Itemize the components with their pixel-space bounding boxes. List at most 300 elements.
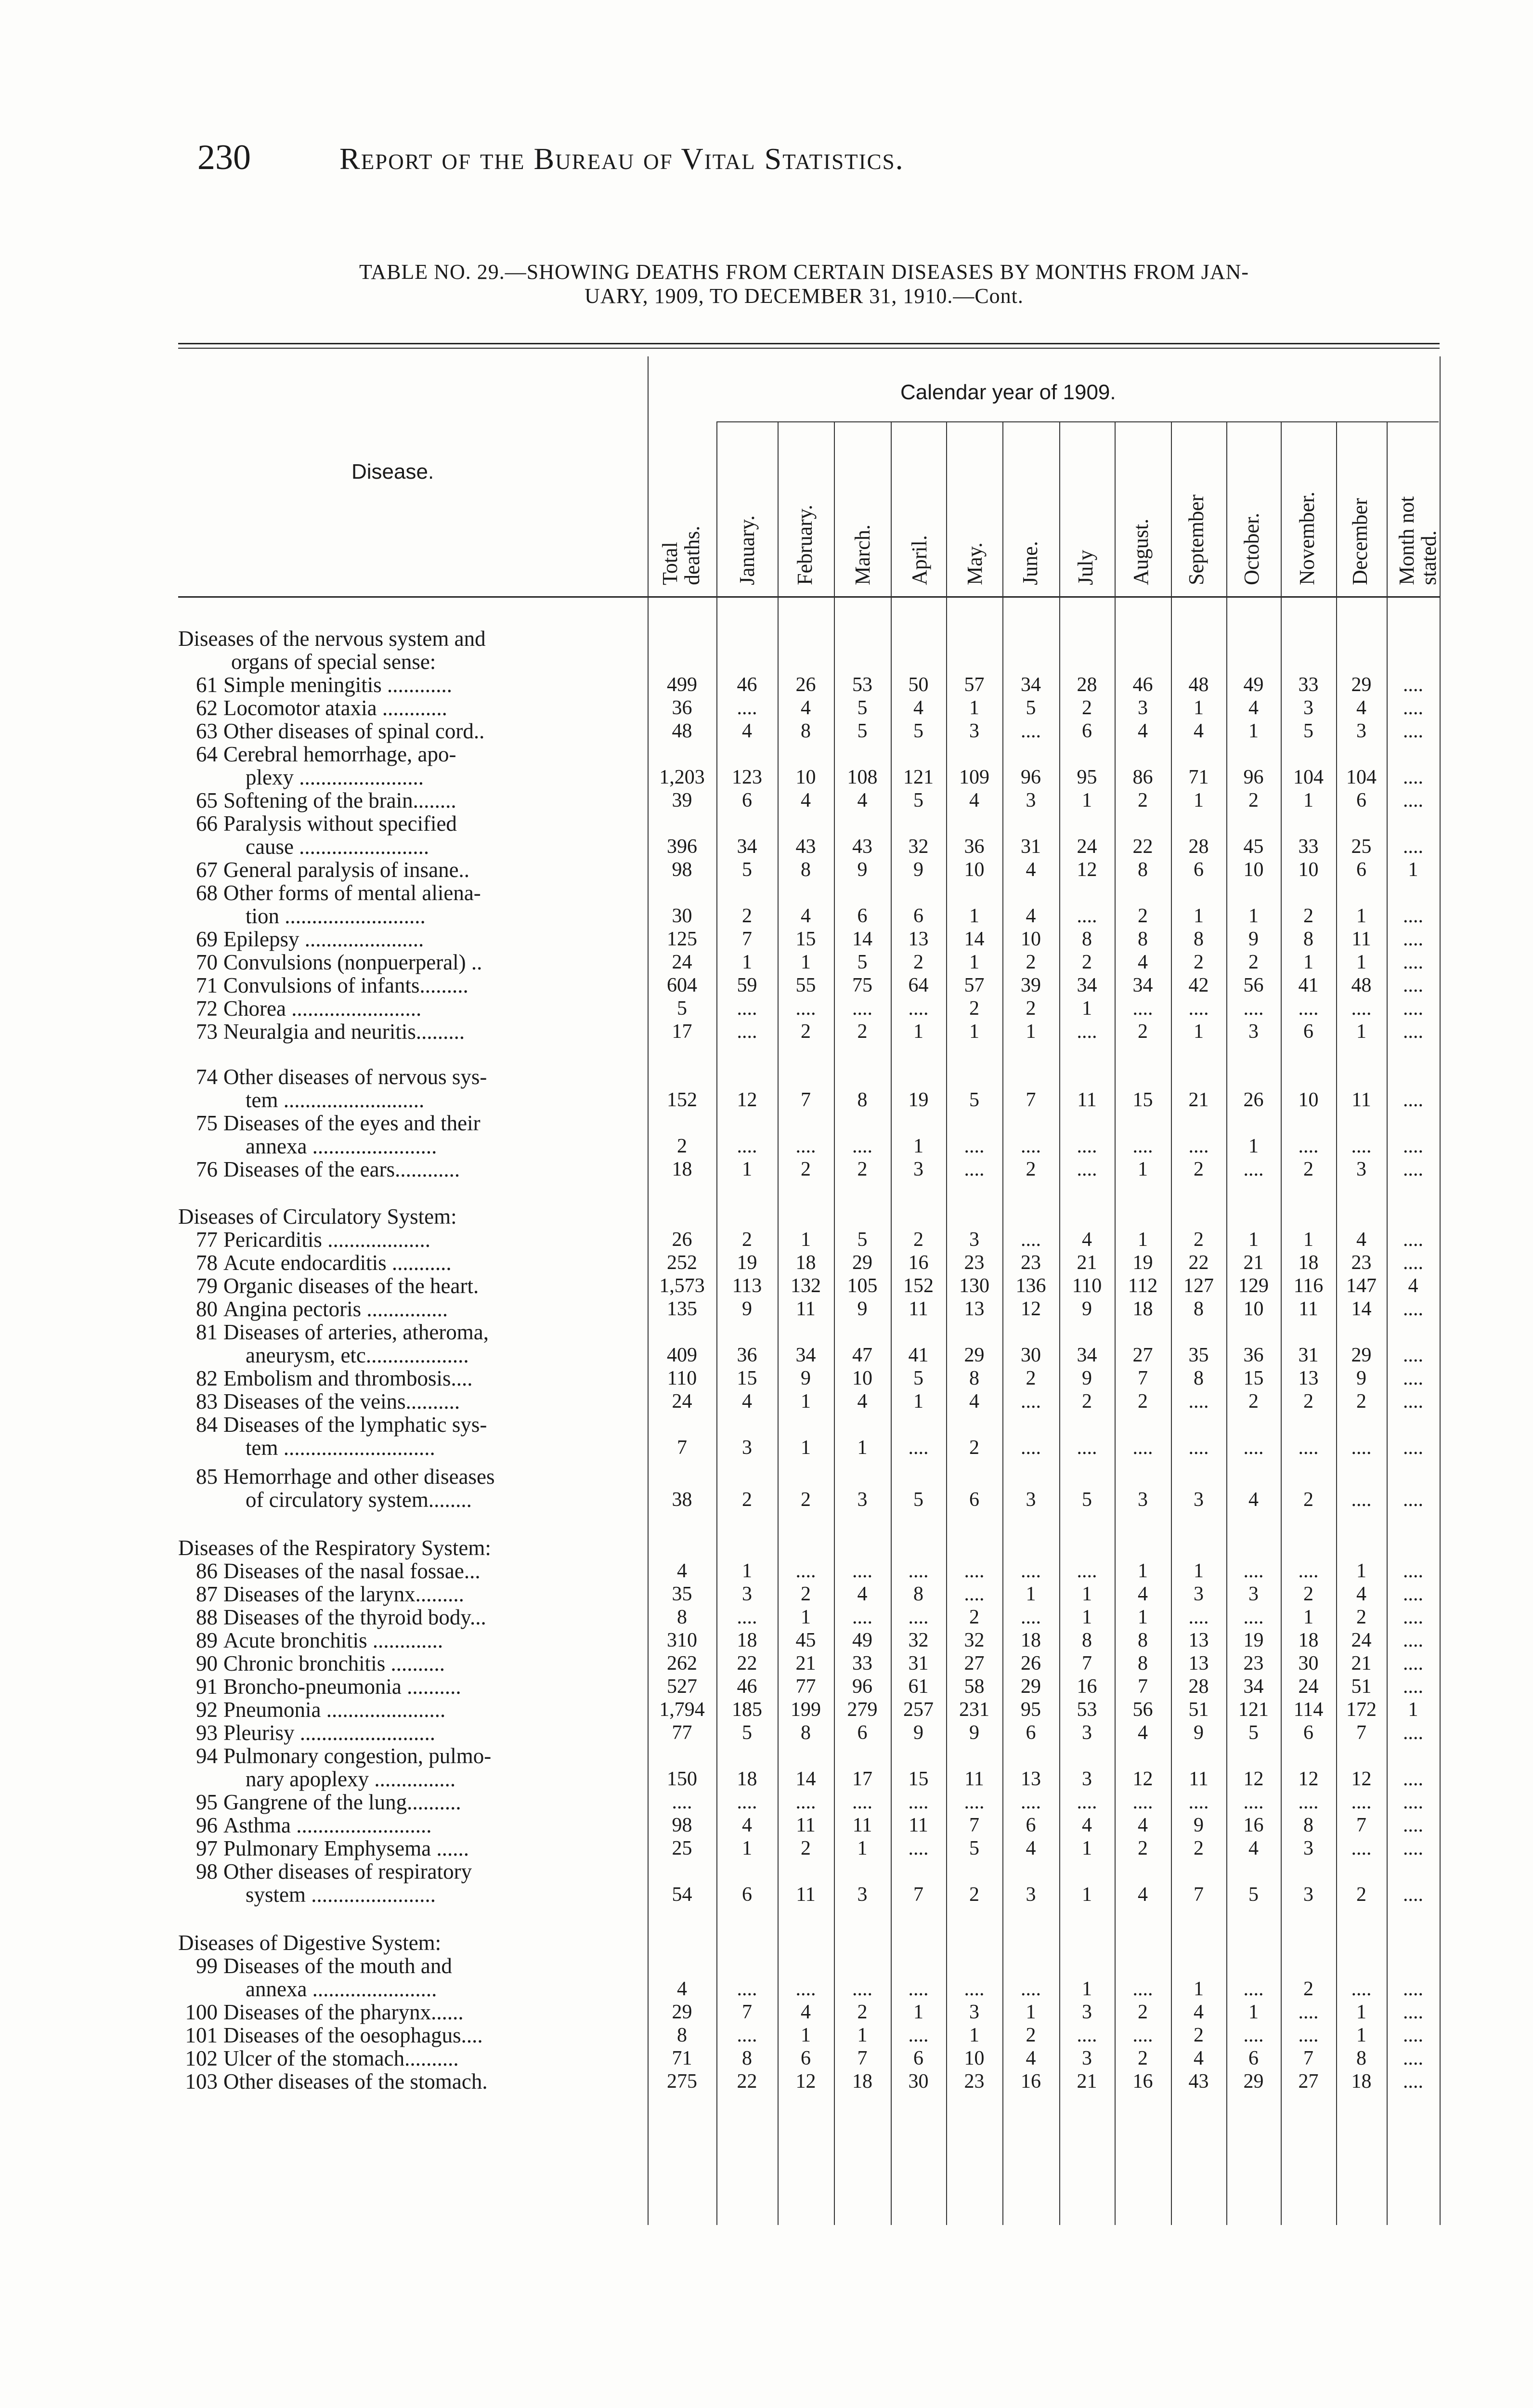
table-cell: .... bbox=[1403, 1489, 1423, 1511]
table-cell: 86 bbox=[1132, 766, 1153, 788]
table-cell: 4 bbox=[742, 1390, 752, 1413]
table-cell: 8 bbox=[801, 720, 811, 742]
table-cell: 257 bbox=[903, 1699, 934, 1721]
table-cell: .... bbox=[1403, 1791, 1423, 1813]
table-cell: 29 bbox=[1021, 1675, 1041, 1698]
table-cell: .... bbox=[1132, 1978, 1153, 2000]
table-cell: 71 bbox=[1188, 766, 1209, 788]
table-cell: 35 bbox=[1188, 1344, 1209, 1366]
table-cell: 32 bbox=[964, 1629, 985, 1651]
disease-name: Softening of the brain........ bbox=[223, 788, 456, 812]
table-cell: 77 bbox=[795, 1675, 816, 1698]
table-cell: 3 bbox=[742, 1583, 752, 1605]
disease-label bbox=[183, 927, 638, 952]
table-cell: 409 bbox=[667, 1344, 697, 1366]
table-cell: 2 bbox=[801, 1489, 811, 1511]
disease-name: Cerebral hemorrhage, apo- bbox=[223, 742, 456, 766]
table-cell: 1 bbox=[1138, 1158, 1148, 1180]
disease-label bbox=[183, 973, 638, 998]
table-cell: 2 bbox=[1138, 1390, 1148, 1413]
table-cell: 121 bbox=[1238, 1699, 1269, 1721]
table-cell: .... bbox=[795, 1791, 816, 1813]
disease-label bbox=[183, 1343, 638, 1368]
table-cell: 3 bbox=[1026, 1884, 1036, 1906]
table-cell: 34 bbox=[1243, 1675, 1264, 1698]
table-cell: .... bbox=[1077, 1791, 1097, 1813]
table-cell: 9 bbox=[913, 1722, 923, 1744]
table-cell: .... bbox=[1132, 997, 1153, 1020]
table-cell: 2 bbox=[801, 1837, 811, 1859]
table-cell: .... bbox=[1403, 1884, 1423, 1906]
table-cell: 5 bbox=[913, 789, 923, 811]
table-cell: 29 bbox=[1243, 2070, 1264, 2093]
disease-name: annexa ....................... bbox=[246, 1134, 437, 1158]
table-cell: .... bbox=[852, 1560, 872, 1582]
table-cell: 2 bbox=[1026, 1158, 1036, 1180]
table-cell: .... bbox=[964, 1791, 985, 1813]
table-cell: 4 bbox=[1194, 2001, 1204, 2023]
disease-number: 71 bbox=[196, 973, 218, 997]
table-cell: 98 bbox=[672, 1814, 692, 1836]
table-cell: 27 bbox=[964, 1652, 985, 1675]
table-cell: 29 bbox=[672, 2001, 692, 2023]
table-cell: 3 bbox=[1303, 1837, 1313, 1859]
disease-label bbox=[183, 719, 638, 744]
table-cell: 125 bbox=[667, 928, 697, 950]
table-cell: 19 bbox=[908, 1089, 929, 1111]
disease-name: Diseases of Circulatory System: bbox=[178, 1204, 457, 1229]
table-cell: 3 bbox=[857, 1884, 868, 1906]
disease-number: 91 bbox=[196, 1675, 218, 1699]
table-cell: 21 bbox=[1243, 1252, 1264, 1274]
disease-name: Convulsions of infants......... bbox=[223, 973, 468, 997]
table-cell: 15 bbox=[795, 928, 816, 950]
table-cell: 8 bbox=[1138, 1629, 1148, 1651]
table-cell: .... bbox=[1298, 1437, 1319, 1459]
table-cell: 105 bbox=[847, 1275, 878, 1297]
disease-label bbox=[183, 1767, 638, 1792]
table-cell: .... bbox=[1243, 1606, 1264, 1628]
table-cell: 12 bbox=[737, 1089, 757, 1111]
table-cell: 2 bbox=[801, 1021, 811, 1043]
table-cell: 3 bbox=[969, 720, 979, 742]
table-cell: 6 bbox=[1026, 1814, 1036, 1836]
running-title: Report of the Bureau of Vital Statistics. bbox=[339, 142, 904, 176]
table-cell: .... bbox=[737, 1791, 757, 1813]
table-cell: 23 bbox=[964, 1252, 985, 1274]
table-cell: .... bbox=[1351, 1978, 1372, 2000]
table-cell: 46 bbox=[737, 674, 757, 696]
table-cell: 18 bbox=[795, 1252, 816, 1274]
table-cell: 30 bbox=[672, 905, 692, 927]
table-cell: .... bbox=[964, 1135, 985, 1157]
table-cell: 43 bbox=[795, 836, 816, 858]
table-cell: 17 bbox=[672, 1021, 692, 1043]
disease-name: Pericarditis ................... bbox=[223, 1228, 430, 1252]
calendar-year-header: Calendar year of 1909. bbox=[900, 380, 1116, 404]
table-cell: 33 bbox=[852, 1652, 872, 1675]
disease-name: Asthma ......................... bbox=[223, 1813, 432, 1837]
table-cell: 22 bbox=[1188, 1252, 1209, 1274]
table-cell: 4 bbox=[1138, 720, 1148, 742]
table-cell: 199 bbox=[791, 1699, 821, 1721]
table-cell: 6 bbox=[857, 1722, 868, 1744]
table-cell: 279 bbox=[847, 1699, 878, 1721]
table-cell: 4 bbox=[857, 1390, 868, 1413]
table-cell: 14 bbox=[795, 1768, 816, 1790]
table-cell: 1 bbox=[1248, 720, 1259, 742]
table-cell: 3 bbox=[1248, 1583, 1259, 1605]
table-cell: 2 bbox=[969, 997, 979, 1020]
table-cell: 3 bbox=[1138, 1489, 1148, 1511]
disease-number: 97 bbox=[196, 1836, 218, 1860]
table-cell: 55 bbox=[795, 974, 816, 996]
disease-name: organs of special sense: bbox=[231, 650, 436, 674]
table-cell: 1 bbox=[1248, 1229, 1259, 1251]
table-cell: 152 bbox=[903, 1275, 934, 1297]
table-cell: 26 bbox=[795, 674, 816, 696]
table-cell: .... bbox=[1403, 905, 1423, 927]
disease-label bbox=[183, 1720, 638, 1745]
table-cell: 18 bbox=[1351, 2070, 1372, 2093]
table-cell: 2 bbox=[1082, 951, 1092, 973]
table-cell: 108 bbox=[847, 766, 878, 788]
disease-name: Paralysis without specified bbox=[223, 811, 457, 836]
table-cell: 30 bbox=[908, 2070, 929, 2093]
table-cell: 17 bbox=[852, 1768, 872, 1790]
table-cell: 1 bbox=[1194, 697, 1204, 719]
table-cell: 3 bbox=[1082, 1768, 1092, 1790]
disease-label bbox=[183, 2046, 638, 2071]
disease-name: Neuralgia and neuritis......... bbox=[223, 1020, 465, 1044]
disease-name: aneurysm, etc................... bbox=[246, 1343, 469, 1367]
table-cell: .... bbox=[964, 1560, 985, 1582]
table-cell: 2 bbox=[801, 1583, 811, 1605]
table-cell: 49 bbox=[1243, 674, 1264, 696]
disease-number: 66 bbox=[196, 811, 218, 836]
table-cell: 252 bbox=[667, 1252, 697, 1274]
disease-name: Other diseases of the stomach. bbox=[223, 2069, 488, 2094]
table-cell: 8 bbox=[677, 1606, 687, 1628]
table-cell: 42 bbox=[1188, 974, 1209, 996]
table-cell: 150 bbox=[667, 1768, 697, 1790]
table-cell: .... bbox=[1077, 1021, 1097, 1043]
table-cell: .... bbox=[1403, 1583, 1423, 1605]
table-cell: 231 bbox=[959, 1699, 989, 1721]
table-cell: 6 bbox=[857, 905, 868, 927]
table-cell: 121 bbox=[903, 766, 934, 788]
table-cell: 123 bbox=[732, 766, 762, 788]
table-cell: .... bbox=[852, 997, 872, 1020]
table-cell: 5 bbox=[742, 1722, 752, 1744]
disease-label bbox=[183, 672, 638, 697]
table-cell: 41 bbox=[1298, 974, 1319, 996]
table-cell: 12 bbox=[1132, 1768, 1153, 1790]
table-cell: 43 bbox=[1188, 2070, 1209, 2093]
table-cell: 75 bbox=[852, 974, 872, 996]
table-cell: .... bbox=[1351, 997, 1372, 1020]
table-cell: .... bbox=[1298, 997, 1319, 1020]
table-cell: 29 bbox=[852, 1252, 872, 1274]
table-cell: 30 bbox=[1021, 1344, 1041, 1366]
table-cell: 110 bbox=[1072, 1275, 1102, 1297]
table-cell: 34 bbox=[1077, 1344, 1097, 1366]
disease-name: Acute bronchitis ............. bbox=[223, 1628, 443, 1652]
table-cell: 21 bbox=[1351, 1652, 1372, 1675]
table-cell: 13 bbox=[908, 928, 929, 950]
disease-number: 61 bbox=[196, 673, 218, 697]
disease-number: 76 bbox=[196, 1157, 218, 1181]
table-cell: 1 bbox=[1194, 1978, 1204, 2000]
disease-name: nary apoplexy ............... bbox=[246, 1767, 456, 1791]
table-cell: 4 bbox=[1138, 1884, 1148, 1906]
table-cell: 1 bbox=[1082, 1583, 1092, 1605]
disease-number: 70 bbox=[196, 950, 218, 974]
table-cell: 1 bbox=[1356, 2001, 1366, 2023]
table-cell: 1 bbox=[1248, 905, 1259, 927]
table-cell: 5 bbox=[913, 720, 923, 742]
table-cell: 34 bbox=[737, 836, 757, 858]
table-cell: 113 bbox=[732, 1275, 762, 1297]
table-cell: 21 bbox=[1077, 2070, 1097, 2093]
table-cell: .... bbox=[1403, 1814, 1423, 1836]
table-cell: 1 bbox=[913, 1390, 923, 1413]
table-cell: .... bbox=[737, 2024, 757, 2046]
table-cell: 24 bbox=[672, 1390, 692, 1413]
table-cell: 5 bbox=[742, 859, 752, 881]
disease-name: Diseases of the oesophagus.... bbox=[223, 2023, 483, 2047]
table-cell: .... bbox=[1403, 1560, 1423, 1582]
table-cell: 7 bbox=[1356, 1722, 1366, 1744]
disease-number: 92 bbox=[196, 1698, 218, 1722]
table-cell: 2 bbox=[1138, 2001, 1148, 2023]
table-cell: 10 bbox=[1243, 859, 1264, 881]
disease-name: Other forms of mental aliena- bbox=[223, 881, 481, 905]
table-cell: 3 bbox=[1303, 1884, 1313, 1906]
table-cell: 6 bbox=[1248, 2047, 1259, 2069]
table-row bbox=[0, 2069, 1533, 2096]
table-cell: 25 bbox=[1351, 836, 1372, 858]
table-cell: .... bbox=[1403, 928, 1423, 950]
table-cell: 7 bbox=[742, 2001, 752, 2023]
table-cell: 57 bbox=[964, 974, 985, 996]
disease-number: 77 bbox=[196, 1228, 218, 1252]
table-cell: 3 bbox=[1026, 1489, 1036, 1511]
table-cell: 109 bbox=[959, 766, 989, 788]
table-cell: 18 bbox=[737, 1768, 757, 1790]
table-cell: 31 bbox=[1021, 836, 1041, 858]
table-cell: 1 bbox=[1138, 1606, 1148, 1628]
table-cell: 11 bbox=[1351, 1089, 1371, 1111]
table-cell: 11 bbox=[1299, 1298, 1318, 1320]
table-cell: 3 bbox=[1026, 789, 1036, 811]
table-cell: 6 bbox=[1194, 859, 1204, 881]
table-cell: .... bbox=[1403, 789, 1423, 811]
table-cell: .... bbox=[1188, 1437, 1209, 1459]
table-cell: 96 bbox=[1021, 766, 1041, 788]
table-cell: 22 bbox=[1132, 836, 1153, 858]
table-cell: 6 bbox=[801, 2047, 811, 2069]
disease-number: 63 bbox=[196, 719, 218, 743]
table-cell: 4 bbox=[677, 1560, 687, 1582]
table-cell: .... bbox=[1403, 1367, 1423, 1389]
table-cell: 10 bbox=[1243, 1298, 1264, 1320]
disease-number: 96 bbox=[196, 1813, 218, 1837]
table-cell: 4 bbox=[1194, 720, 1204, 742]
table-cell: 4 bbox=[1138, 1722, 1148, 1744]
table-cell: .... bbox=[1351, 1489, 1372, 1511]
table-cell: 12 bbox=[795, 2070, 816, 2093]
disease-label bbox=[183, 1836, 638, 1861]
table-cell: .... bbox=[1243, 1560, 1264, 1582]
disease-name: annexa ....................... bbox=[246, 1977, 437, 2001]
table-cell: 2 bbox=[1356, 1884, 1366, 1906]
disease-label bbox=[183, 1582, 638, 1607]
table-cell: 58 bbox=[964, 1675, 985, 1698]
table-cell: 47 bbox=[852, 1344, 872, 1366]
table-cell: 7 bbox=[677, 1437, 687, 1459]
table-cell: 1 bbox=[1082, 997, 1092, 1020]
table-cell: 34 bbox=[795, 1344, 816, 1366]
table-cell: 5 bbox=[913, 1489, 923, 1511]
disease-name: Chorea ........................ bbox=[223, 996, 422, 1021]
table-cell: .... bbox=[1403, 2047, 1423, 2069]
table-cell: .... bbox=[737, 1135, 757, 1157]
table-cell: 4 bbox=[1026, 1837, 1036, 1859]
table-cell: 2 bbox=[1303, 1978, 1313, 2000]
disease-number: 89 bbox=[196, 1628, 218, 1652]
table-cell: .... bbox=[737, 1606, 757, 1628]
table-cell: 16 bbox=[1077, 1675, 1097, 1698]
table-cell: 61 bbox=[908, 1675, 929, 1698]
table-cell: 7 bbox=[801, 1089, 811, 1111]
disease-name: Chronic bronchitis .......... bbox=[223, 1651, 445, 1675]
disease-number: 79 bbox=[196, 1274, 218, 1298]
table-cell: 8 bbox=[1303, 1814, 1313, 1836]
disease-number: 90 bbox=[196, 1651, 218, 1675]
table-cell: 15 bbox=[1243, 1367, 1264, 1389]
table-cell: 9 bbox=[1356, 1367, 1366, 1389]
table-cell: 19 bbox=[1243, 1629, 1264, 1651]
table-cell: 53 bbox=[852, 674, 872, 696]
disease-name: Pulmonary congestion, pulmo- bbox=[223, 1744, 492, 1768]
table-cell: 18 bbox=[1021, 1629, 1041, 1651]
table-cell: 51 bbox=[1351, 1675, 1372, 1698]
table-cell: 4 bbox=[1194, 2047, 1204, 2069]
table-cell: 1 bbox=[969, 1021, 979, 1043]
table-cell: 8 bbox=[1138, 928, 1148, 950]
disease-number: 74 bbox=[196, 1065, 218, 1089]
disease-number: 64 bbox=[196, 742, 218, 766]
table-cell: 1 bbox=[1082, 1978, 1092, 2000]
table-cell: 1 bbox=[1194, 789, 1204, 811]
table-cell: 18 bbox=[672, 1158, 692, 1180]
table-cell: 2 bbox=[1303, 1489, 1313, 1511]
table-cell: 1 bbox=[801, 2024, 811, 2046]
disease-number: 84 bbox=[196, 1413, 218, 1437]
disease-number: 103 bbox=[185, 2069, 218, 2094]
table-cell: 2 bbox=[1248, 1390, 1259, 1413]
disease-name: Angina pectoris ............... bbox=[223, 1297, 448, 1321]
table-cell: 1 bbox=[857, 1437, 868, 1459]
table-cell: .... bbox=[1188, 1791, 1209, 1813]
table-cell: 16 bbox=[1132, 2070, 1153, 2093]
table-cell: 23 bbox=[1243, 1652, 1264, 1675]
disease-name: Simple meningitis ............ bbox=[223, 673, 453, 697]
disease-name: tem .......................... bbox=[246, 1088, 425, 1112]
disease-label bbox=[183, 1605, 638, 1630]
table-cell: .... bbox=[1403, 2024, 1423, 2046]
table-cell: 2 bbox=[801, 1158, 811, 1180]
page-header bbox=[197, 137, 904, 178]
disease-name: Ulcer of the stomach.......... bbox=[223, 2046, 459, 2070]
disease-name: Diseases of the veins.......... bbox=[223, 1389, 460, 1413]
table-cell: 1 bbox=[1248, 1135, 1259, 1157]
table-cell: 1 bbox=[857, 1837, 868, 1859]
table-cell: .... bbox=[1243, 1978, 1264, 2000]
disease-name: Other diseases of nervous sys- bbox=[223, 1065, 487, 1089]
disease-number: 68 bbox=[196, 881, 218, 905]
disease-name: Pulmonary Emphysema ...... bbox=[223, 1836, 469, 1860]
table-cell: 10 bbox=[1298, 1089, 1319, 1111]
table-cell: .... bbox=[1077, 1135, 1097, 1157]
table-cell: 10 bbox=[1298, 859, 1319, 881]
table-cell: 24 bbox=[1077, 836, 1097, 858]
table-cell: 41 bbox=[908, 1344, 929, 1366]
disease-number: 95 bbox=[196, 1790, 218, 1814]
table-cell: 9 bbox=[913, 859, 923, 881]
table-cell: 29 bbox=[964, 1344, 985, 1366]
table-cell: 4 bbox=[1138, 951, 1148, 973]
table-cell: .... bbox=[737, 1021, 757, 1043]
table-cell: 11 bbox=[909, 1298, 928, 1320]
table-cell: 1 bbox=[969, 2024, 979, 2046]
table-cell: 11 bbox=[796, 1298, 816, 1320]
table-cell: 1 bbox=[742, 1837, 752, 1859]
disease-label bbox=[183, 1813, 638, 1838]
table-cell: 1 bbox=[969, 697, 979, 719]
disease-label bbox=[183, 695, 638, 720]
table-cell: 136 bbox=[1015, 1275, 1046, 1297]
table-cell: 16 bbox=[1243, 1814, 1264, 1836]
disease-number: 62 bbox=[196, 696, 218, 720]
table-row bbox=[0, 1435, 1533, 1462]
disease-label bbox=[183, 1064, 638, 1089]
table-cell: .... bbox=[1403, 1021, 1423, 1043]
table-cell: 1 bbox=[1303, 789, 1313, 811]
table-cell: 2 bbox=[969, 1884, 979, 1906]
calendar-header-rule bbox=[716, 421, 1439, 422]
table-cell: 1 bbox=[1356, 1021, 1366, 1043]
table-cell: .... bbox=[1243, 1791, 1264, 1813]
table-cell: 2 bbox=[1138, 905, 1148, 927]
table-cell: 396 bbox=[667, 836, 697, 858]
table-cell: .... bbox=[1403, 997, 1423, 1020]
table-cell: 4 bbox=[742, 1814, 752, 1836]
table-cell: .... bbox=[1077, 1437, 1097, 1459]
table-cell: 6 bbox=[1082, 720, 1092, 742]
disease-label bbox=[183, 1111, 638, 1136]
table-cell: .... bbox=[1403, 1722, 1423, 1744]
disease-label bbox=[183, 788, 638, 813]
disease-label bbox=[183, 1487, 638, 1512]
table-cell: 9 bbox=[857, 1298, 868, 1320]
table-cell: .... bbox=[1403, 1089, 1423, 1111]
table-cell: 2 bbox=[969, 1606, 979, 1628]
table-cell: .... bbox=[795, 997, 816, 1020]
table-cell: .... bbox=[1077, 1158, 1097, 1180]
table-cell: 36 bbox=[672, 697, 692, 719]
